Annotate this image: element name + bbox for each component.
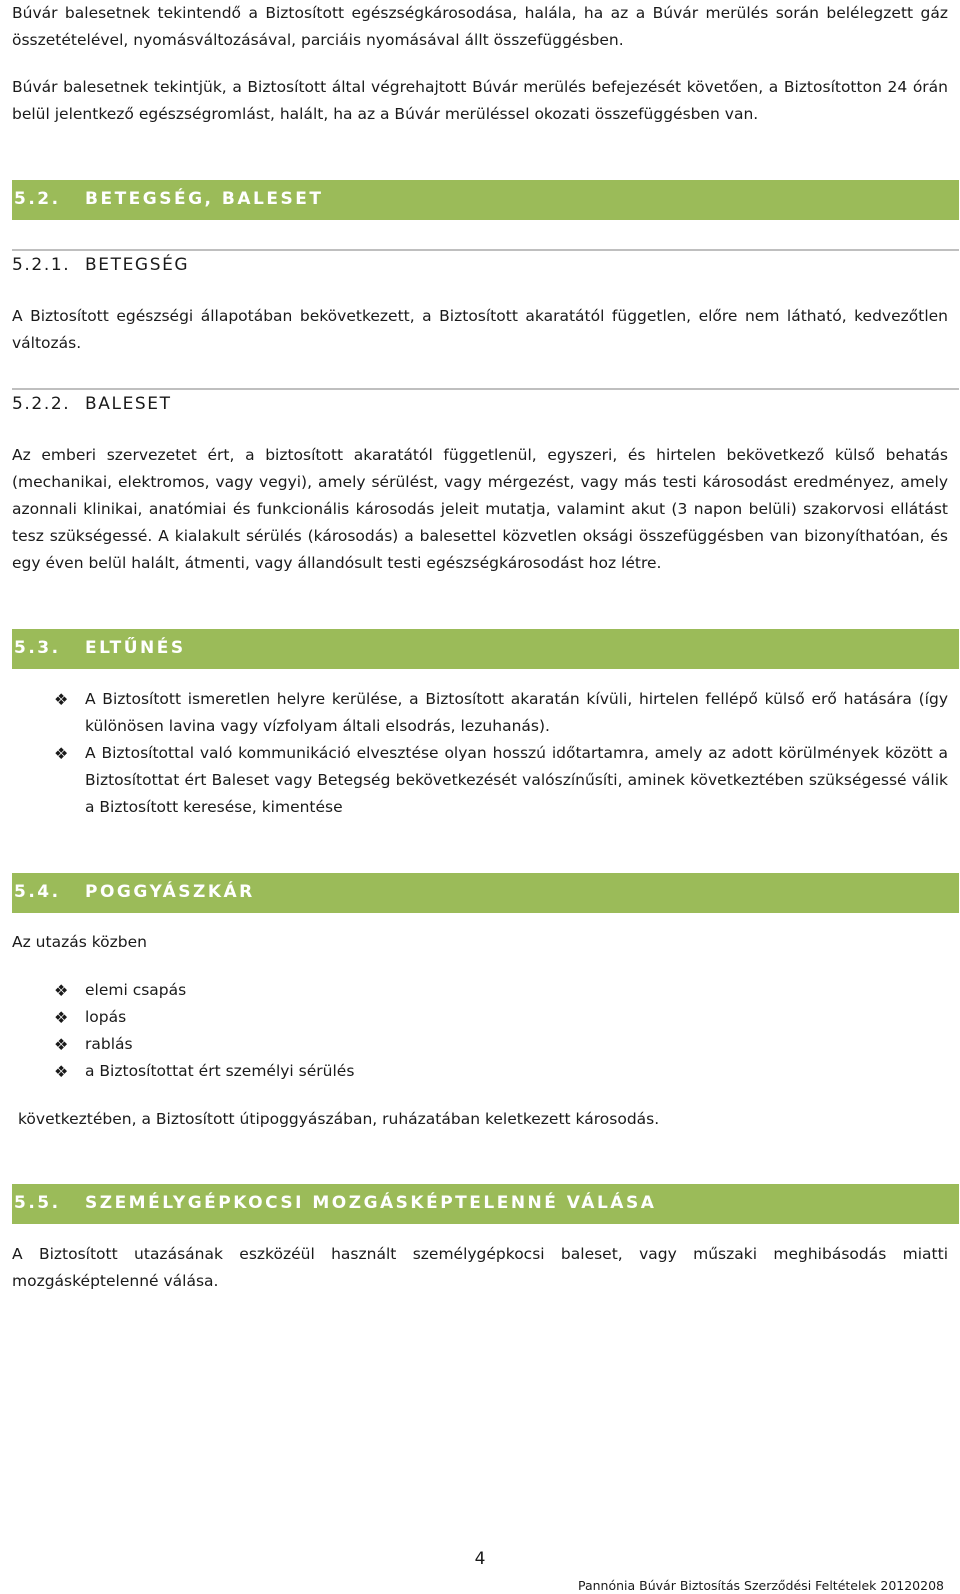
betegseg-definition: A Biztosított egészségi állapotában bekövetkezett, a Biztosított akaratától független, előre nem látható, kedvezőtlen változás. <box>12 307 948 352</box>
diamond-bullet-icon: ❖ <box>54 981 69 1000</box>
section-title: POGGYÁSZKÁR <box>85 882 255 902</box>
section-5-3-header <box>12 629 959 669</box>
section-5-2-header <box>12 180 959 220</box>
page-number: 4 <box>474 1549 486 1569</box>
list-item-text: A Biztosítottal való kommunikáció elvesztése olyan hosszú időtartamra, amely az adott körülmények között a Biztosítottat ért Baleset vagy Betegség bekövetkezését valószínűsíti, aminek következtében szükségessé válik a Biztosított keresése, kimentése <box>85 744 948 816</box>
poggyaszkar-lead: Az utazás közben <box>12 933 147 951</box>
subsection-title: BALESET <box>85 394 172 414</box>
list-item <box>12 686 948 740</box>
subsection-number: 5.2.2. <box>12 394 71 414</box>
list-item <box>12 1058 948 1085</box>
document-footer: Pannónia Búvár Biztosítás Szerződési Feltételek 20120208 <box>578 1578 944 1593</box>
section-5-5-header <box>12 1184 959 1224</box>
section-number: 5.3. <box>14 638 61 658</box>
diamond-bullet-icon: ❖ <box>54 1008 69 1027</box>
diamond-bullet-icon: ❖ <box>54 1062 69 1081</box>
poggyaszkar-list <box>12 977 948 1085</box>
intro-paragraph-2: Búvár balesetnek tekintjük, a Biztosított által végrehajtott Búvár merülés befejezését követően, a Biztosítotton 24 órán belül jelentkező egészségromlást, halált, ha az a Búvár merüléssel okozati összefüggésben van. <box>12 78 948 123</box>
poggyaszkar-tail: következtében, a Biztosított útipoggyászában, ruházatában keletkezett károsodás. <box>18 1110 660 1128</box>
subsection-5-2-2-header <box>12 390 959 420</box>
eltunes-list <box>12 686 948 821</box>
list-item-text: lopás <box>85 1008 127 1026</box>
section-title: SZEMÉLYGÉPKOCSI MOZGÁSKÉPTELENNÉ VÁLÁSA <box>85 1193 657 1213</box>
list-item-text: a Biztosítottat ért személyi sérülés <box>85 1062 355 1080</box>
section-number: 5.4. <box>14 882 61 902</box>
section-number: 5.5. <box>14 1193 61 1213</box>
list-item <box>12 1031 948 1058</box>
diamond-bullet-icon: ❖ <box>54 690 69 709</box>
subsection-number: 5.2.1. <box>12 255 71 275</box>
list-item <box>12 1004 948 1031</box>
diamond-bullet-icon: ❖ <box>54 1035 69 1054</box>
list-item-text: rablás <box>85 1035 133 1053</box>
subsection-5-2-1-header <box>12 251 959 281</box>
list-item-text: A Biztosított ismeretlen helyre kerülése, a Biztosított akaratán kívüli, hirtelen fellépő külső erő hatására (így különösen lavina vagy vízfolyam általi elsodrás, lezuhanás). <box>85 690 948 735</box>
szemelygepkocsi-definition: A Biztosított utazásának eszközéül használt személygépkocsi baleset, vagy műszaki meghibásodás miatti mozgásképtelenné válása. <box>12 1245 948 1290</box>
section-5-4-header <box>12 873 959 913</box>
diamond-bullet-icon: ❖ <box>54 744 69 763</box>
section-number: 5.2. <box>14 189 61 209</box>
list-item <box>12 740 948 821</box>
section-title: ELTŰNÉS <box>85 638 186 658</box>
baleset-definition: Az emberi szervezetet ért, a biztosított akaratától függetlenül, egyszeri, és hirtelen bekövetkező külső behatás (mechanikai, elektromos, vagy vegyi), amely sérülést, vagy mérgezést, vagy más testi károsodást eredményez, amely azonnali klinikai, anatómiai és funkcionális károsodás jeleit mutatja, valamint akut (3 napon belüli) szakorvosi ellátást tesz szükségessé. A kialakult sérülés (károsodás) a balesettel közvetlen oksági összefüggésben van bizonyíthatóan, és egy éven belül halált, átmenti, vagy állandósult testi egészségkárosodást hoz létre. <box>12 446 948 572</box>
subsection-title: BETEGSÉG <box>85 255 190 275</box>
list-item-text: elemi csapás <box>85 981 187 999</box>
section-title: BETEGSÉG, BALESET <box>85 189 324 209</box>
list-item <box>12 977 948 1004</box>
intro-paragraph-1: Búvár balesetnek tekintendő a Biztosított egészségkárosodása, halála, ha az a Búvár merülés során belélegzett gáz összetételével, nyomásváltozásával, parciáis nyomásával állt összefüggésben. <box>12 4 948 49</box>
